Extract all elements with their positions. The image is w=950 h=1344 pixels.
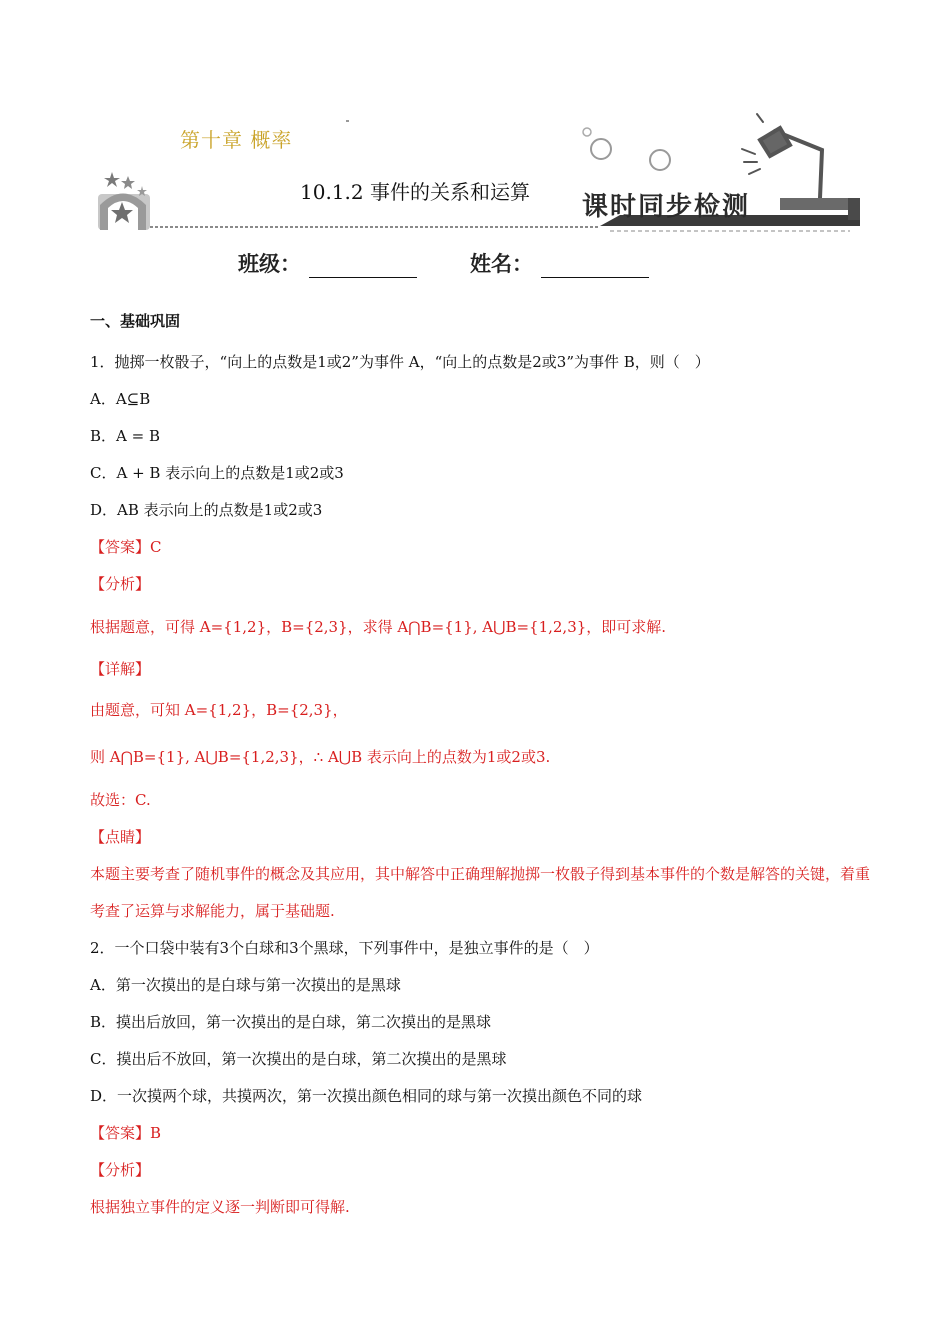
section-heading: 一、基础巩固: [90, 312, 181, 330]
q1-analysis-tag: 【分析】: [90, 575, 151, 593]
q2-answer: 【答案】B: [90, 1124, 162, 1142]
class-input-line[interactable]: [309, 255, 417, 278]
q1-detail-line1: 由题意，可知 A={1,2}，B={2,3}，: [90, 701, 348, 719]
name-field: [470, 248, 649, 278]
q1-answer: 【答案】C: [90, 538, 162, 556]
section-badge: 课时同步检测: [582, 192, 751, 222]
q1-option-b: B．A = B: [90, 427, 160, 445]
q1-detail-tag: 【详解】: [90, 660, 151, 678]
q1-detail-line3: 故选：C.: [90, 791, 151, 809]
q1-detail-line2: 则 A⋂B={1}, A⋃B={1,2,3}，∴ A⋃B 表示向上的点数为1或2或3.: [90, 748, 551, 766]
class-field: [238, 248, 417, 278]
lesson-title: 10.1.2 事件的关系和运算: [300, 180, 530, 204]
class-label: 班级：: [238, 251, 301, 276]
q1-comment-tag: 【点睛】: [90, 828, 151, 846]
q2-option-a: A．第一次摸出的是白球与第一次摸出的是黑球: [90, 976, 401, 994]
chapter-title: 第十章 概率: [180, 128, 293, 152]
name-label: 姓名：: [470, 251, 533, 276]
q1-option-c: C．A + B 表示向上的点数是1或2或3: [90, 464, 344, 482]
q1-analysis: 根据题意，可得 A={1,2}，B={2,3}，求得 A⋂B={1}, A⋃B={1,2,3}，即可求解.: [90, 618, 667, 636]
q2-stem: 2．一个口袋中装有3个白球和3个黑球，下列事件中，是独立事件的是（ ）: [90, 939, 599, 957]
name-input-line[interactable]: [541, 255, 649, 278]
bubble-decoration: [583, 128, 670, 170]
q1-option-d: D．AB 表示向上的点数是1或2或3: [90, 501, 323, 519]
q2-option-b: B．摸出后放回，第一次摸出的是白球，第二次摸出的是黑球: [90, 1013, 492, 1031]
q1-stem: 1．抛掷一枚骰子，“向上的点数是1或2”为事件 A，“向上的点数是2或3”为事件 B，则（ ）: [90, 353, 710, 371]
q2-analysis: 根据独立事件的定义逐一判断即可得解.: [90, 1198, 350, 1216]
q2-analysis-tag: 【分析】: [90, 1161, 151, 1179]
q2-option-c: C．摸出后不放回，第一次摸出的是白球，第二次摸出的是黑球: [90, 1050, 507, 1068]
desk-lamp-icon: [742, 114, 822, 198]
star-badge-icon: [98, 172, 150, 230]
q1-option-a: A．A⊆B: [90, 390, 151, 408]
page-header: [0, 0, 950, 300]
q1-comment: 本题主要考查了随机事件的概念及其应用，其中解答中正确理解抛掷一枚骰子得到基本事件的个数是解答的关键，着重考查了运算与求解能力，属于基础题.: [90, 865, 871, 920]
q2-option-d: D．一次摸两个球，共摸两次，第一次摸出颜色相同的球与第一次摸出颜色不同的球: [90, 1087, 643, 1105]
document-body: [90, 304, 870, 1226]
